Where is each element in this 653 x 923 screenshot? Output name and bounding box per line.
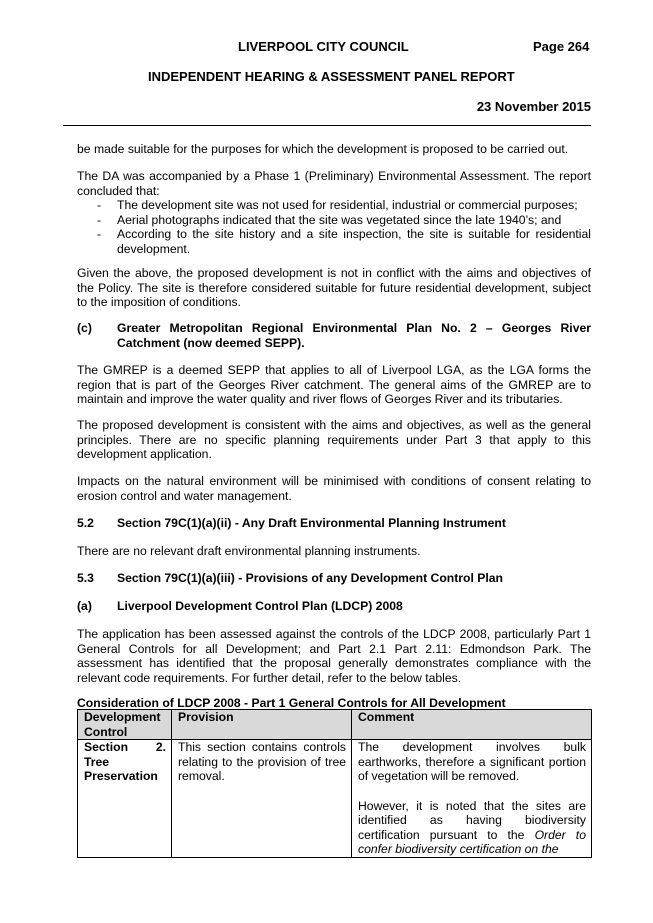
table-caption: Consideration of LDCP 2008 - Part 1 General Controls for All Development [77, 696, 506, 710]
council-name: LIVERPOOL CITY COUNCIL [238, 39, 409, 54]
report-date: 23 November 2015 [476, 99, 591, 114]
paragraph-impacts: Impacts on the natural environment will be minimised with conditions of consent relating to erosion control and water management. [77, 474, 591, 503]
column-header-control: Development Control [78, 710, 172, 740]
paragraph-given-above: Given the above, the proposed development is not in conflict with the aims and objectives of the Policy. The site is therefore considered suitable for future residential development, subject to the imposition of conditions. [77, 266, 591, 310]
paragraph-consistent: The proposed development is consistent with the aims and objectives, as well as the general principles. There are no specific planning requirements under Part 3 that apply to this development application. [77, 418, 591, 462]
column-header-comment: Comment [352, 710, 592, 740]
paragraph-continued: be made suitable for the purposes for which the development is proposed to be carried out. [77, 142, 569, 156]
comment-paragraph [358, 799, 586, 857]
report-title: INDEPENDENT HEARING & ASSESSMENT PANEL REPORT [148, 69, 515, 84]
paragraph-da-intro: The DA was accompanied by a Phase 1 (Preliminary) Environmental Assessment. The report concluded that: [77, 169, 591, 198]
list-item-text: The development site was not used for residential, industrial or commercial purposes; [117, 198, 578, 213]
section-number: 5.2 [77, 516, 94, 530]
section-number: (a) [77, 599, 92, 613]
page-number: Page 264 [533, 39, 590, 54]
order-title-italic: Order to confer biodiversity certification on the [358, 827, 586, 857]
dash-bullet: - [97, 227, 102, 242]
paragraph-no-draft: There are no relevant draft environmental planning instruments. [77, 544, 421, 558]
list-item-text: According to the site history and a site inspection, the site is suitable for residential development. [117, 227, 591, 256]
section-title: Section 79C(1)(a)(iii) - Provisions of any Development Control Plan [117, 571, 503, 585]
header-rule [63, 125, 591, 126]
list-item [77, 227, 591, 256]
section-5-2-heading [77, 516, 591, 531]
dash-bullet: - [97, 212, 102, 227]
list-item [77, 198, 591, 213]
section-title: Liverpool Development Control Plan (LDCP) 2008 [117, 599, 403, 613]
cell-control: Section 2. Tree Preservation [78, 740, 172, 858]
cell-comment [352, 740, 592, 858]
paragraph-gmrep: The GMREP is a deemed SEPP that applies to all of Liverpool LGA, as the LGA forms the region that is part of the Georges River catchment. The general aims of the GMREP are to maintain and improve the water quality and river flows of Georges River and its tributaries. [77, 363, 591, 407]
comment-paragraph: The development involves bulk earthworks, therefore a significant portion of vegetation will be removed. [358, 740, 586, 784]
section-number: 5.3 [77, 571, 94, 585]
ldcp-controls-table [77, 709, 592, 858]
section-title: Greater Metropolitan Regional Environmental Plan No. 2 – Georges River Catchment (now deemed SEPP). [117, 321, 591, 350]
section-number: (c) [77, 321, 92, 335]
table-header-row [78, 710, 592, 740]
list-item [77, 213, 591, 228]
dash-bullet: - [97, 198, 102, 213]
column-header-provision: Provision [172, 710, 352, 740]
paragraph-ldcp-assessment: The application has been assessed against the controls of the LDCP 2008, particularly Part 1 General Controls for all Development; and Part 2.1 Part 2.11: Edmondson Park. The assessment has identified that the proposal generally demonstrates compliance with the relevant code requirements. For further detail, refer to the below tables. [77, 627, 591, 685]
section-title: Section 79C(1)(a)(ii) - Any Draft Environmental Planning Instrument [117, 516, 506, 530]
section-c-heading [77, 321, 591, 350]
list-item-text: Aerial photographs indicated that the site was vegetated since the late 1940’s; and [117, 212, 562, 227]
section-a-heading [77, 599, 591, 614]
section-5-3-heading [77, 571, 591, 586]
table-row [78, 740, 592, 858]
conclusion-list [77, 198, 591, 256]
cell-provision: This section contains controls relating to the provision of tree removal. [172, 740, 352, 858]
paragraph-da-assessment [77, 169, 591, 257]
comment-text: However, it is noted that the sites are identified as having biodiversity certification pursuant to the [358, 798, 586, 842]
